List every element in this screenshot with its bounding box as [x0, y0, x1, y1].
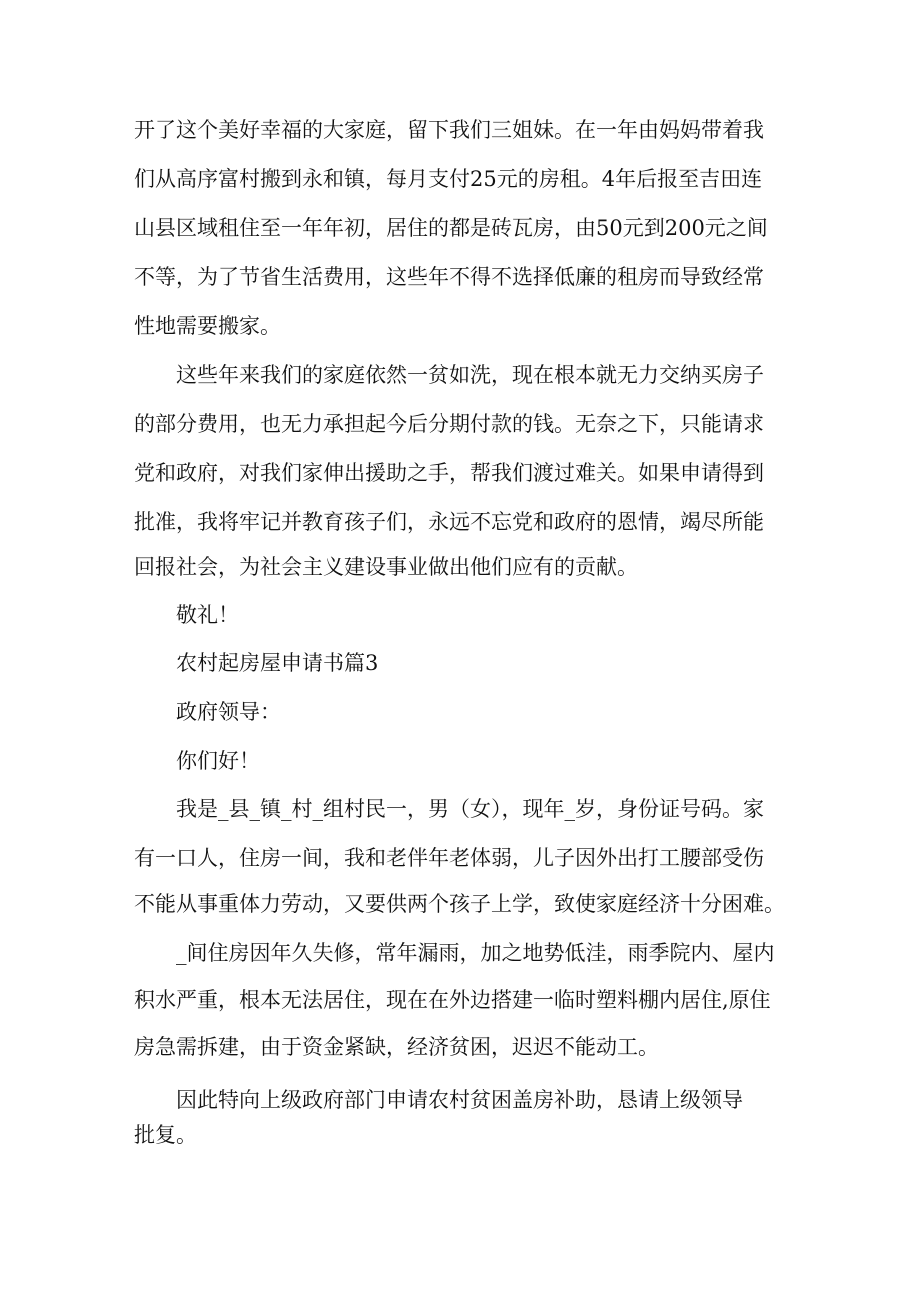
- text-line-10: 回报社会，为社会主义建设事业做出他们应有的贡献。: [134, 555, 638, 579]
- text-line-6: 这些年来我们的家庭依然一贫如洗，现在根本就无力交纳买房子: [176, 363, 764, 387]
- text-line-7: 的部分费用，也无力承担起今后分期付款的钱。无奈之下，只能请求: [134, 412, 764, 436]
- greeting: 你们好！: [176, 749, 260, 773]
- addressee: 政府领导：: [176, 700, 281, 724]
- text-line-4: 不等，为了节省生活费用，这些年不得不选择低廉的租房而导致经常: [134, 265, 764, 289]
- text-line-22: 批复。: [134, 1123, 197, 1147]
- text-line-1: 开了这个美好幸福的大家庭，留下我们三姐妹。在一年由妈妈带着我: [134, 118, 764, 142]
- text-line-16: 有一口人，住房一间，我和老伴年老体弱，儿子因外出打工腰部受伤: [134, 846, 764, 870]
- text-line-3: 山县区域租住至一年年初，居住的都是砖瓦房，由50元到200元之间: [134, 216, 768, 240]
- section-heading: 农村起房屋申请书篇3: [176, 651, 379, 675]
- text-line-17: 不能从事重体力劳动，又要供两个孩子上学，致使家庭经济十分困难。: [134, 892, 785, 916]
- text-line-19: 积水严重，根本无法居住，现在在外边搭建一临时塑料棚内居住,原住: [134, 988, 771, 1012]
- text-line-2: 们从高序富村搬到永和镇，每月支付25元的房租。4年后报至吉田连: [134, 167, 763, 191]
- text-line-5: 性地需要搬家。: [134, 314, 281, 338]
- text-line-15: 我是_县_镇_村_组村民一，男（女），现年_岁，身份证号码。家: [176, 797, 764, 821]
- text-line-20: 房急需拆建，由于资金紧缺，经济贫困，迟迟不能动工。: [134, 1035, 659, 1059]
- text-line-8: 党和政府，对我们家伸出援助之手，帮我们渡过难关。如果申请得到: [134, 461, 764, 485]
- text-line-9: 批准，我将牢记并教育孩子们，永远不忘党和政府的恩情，竭尽所能: [134, 510, 764, 534]
- salutation-closing: 敬礼！: [176, 603, 239, 627]
- text-line-21: 因此特向上级政府部门申请农村贫困盖房补助，恳请上级领导: [176, 1088, 743, 1112]
- text-line-18: _间住房因年久失修，常年漏雨，加之地势低洼，雨季院内、屋内: [176, 941, 775, 965]
